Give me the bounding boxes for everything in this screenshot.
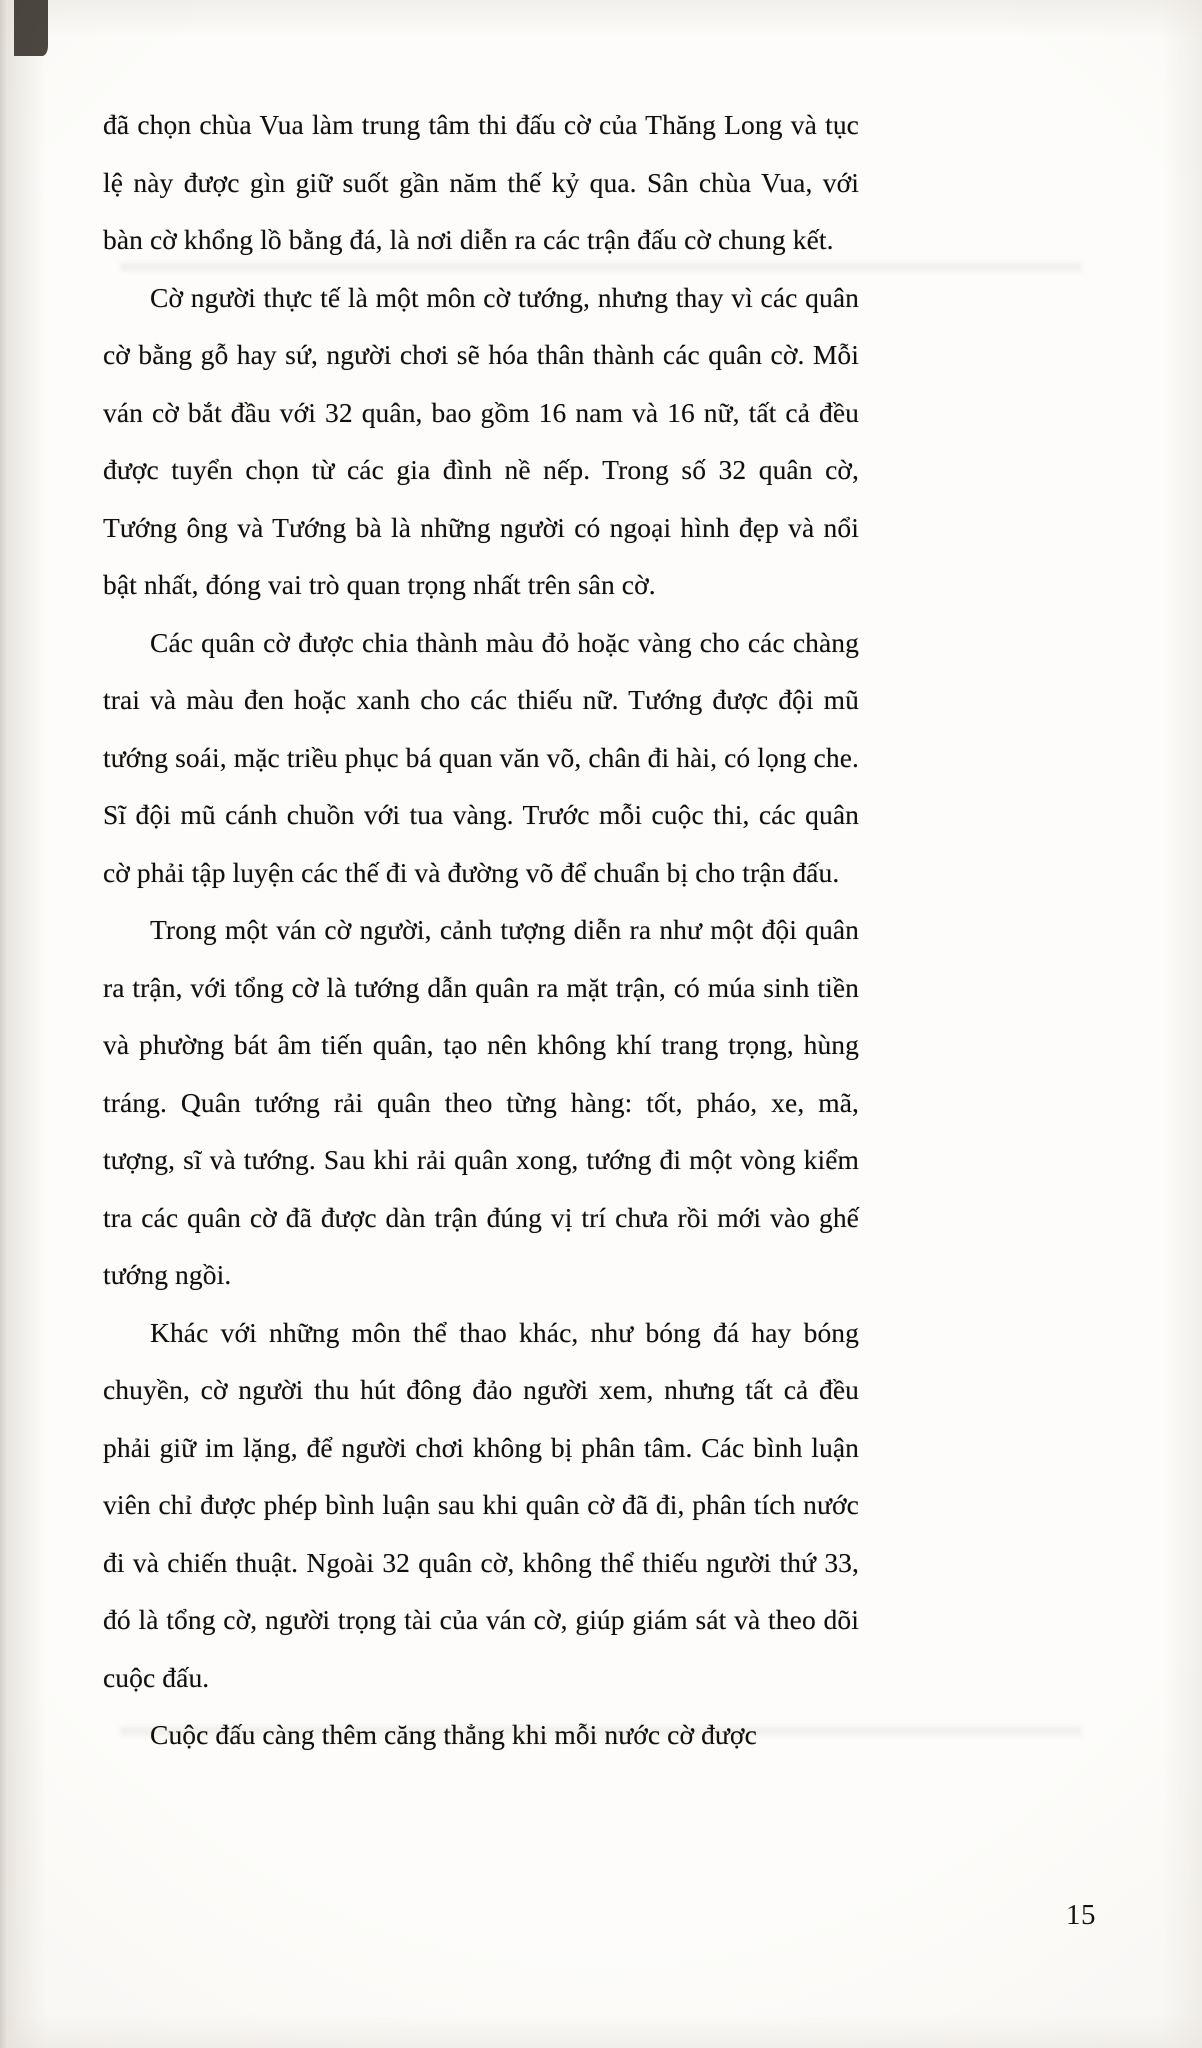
paragraph-5: Khác với những môn thể thao khác, như bóng đá hay bóng chuyền, cờ người thu hút đông đảo người xem, nhưng tất cả đều phải giữ im lặng, để người chơi không bị phân tâm. Các bình luận viên chỉ được phép bình luận sau khi quân cờ đã đi, phân tích nước đi và chiến thuật. Ngoài 32 quân cờ, không thể thiếu người thứ 33, đó là tổng cờ, người trọng tài của ván cờ, giúp giám sát và theo dõi cuộc đấu. bbox=[103, 1316, 859, 1693]
body-text bbox=[103, 96, 859, 1764]
scan-gutter-shadow bbox=[0, 0, 16, 2048]
scan-edge-artifact bbox=[14, 0, 48, 56]
paragraph-2: Cờ người thực tế là một môn cờ tướng, nhưng thay vì các quân cờ bằng gỗ hay sứ, người chơi sẽ hóa thân thành các quân cờ. Mỗi ván cờ bắt đầu với 32 quân, bao gồm 16 nam và 16 nữ, tất cả đều được tuyển chọn từ các gia đình nề nếp. Trong số 32 quân cờ, Tướng ông và Tướng bà là những người có ngoại hình đẹp và nổi bật nhất, đóng vai trò quan trọng nhất trên sân cờ. bbox=[103, 281, 859, 600]
page-number: 15 bbox=[1066, 1899, 1096, 1931]
paragraph-3: Các quân cờ được chia thành màu đỏ hoặc vàng cho các chàng trai và màu đen hoặc xanh cho các thiếu nữ. Tướng được đội mũ tướng soái, mặc triều phục bá quan văn võ, chân đi hài, có lọng che. Sĩ đội mũ cánh chuồn với tua vàng. Trước mỗi cuộc thi, các quân cờ phải tập luyện các thế đi và đường võ để chuẩn bị cho trận đấu. bbox=[103, 626, 859, 888]
paragraph-1: đã chọn chùa Vua làm trung tâm thi đấu cờ của Thăng Long và tục lệ này được gìn giữ suốt gần năm thế kỷ qua. Sân chùa Vua, với bàn cờ khổng lồ bằng đá, là nơi diễn ra các trận đấu cờ chung kết. bbox=[103, 109, 859, 255]
paragraph-4: Trong một ván cờ người, cảnh tượng diễn ra như một đội quân ra trận, với tổng cờ là tướng dẫn quân ra mặt trận, có múa sinh tiền và phường bát âm tiến quân, tạo nên không khí trang trọng, hùng tráng. Quân tướng rải quân theo từng hàng: tốt, pháo, xe, mã, tượng, sĩ và tướng. Sau khi rải quân xong, tướng đi một vòng kiểm tra các quân cờ đã được dàn trận đúng vị trí chưa rồi mới vào ghế tướng ngồi. bbox=[103, 914, 859, 1290]
paragraph-6: Cuộc đấu càng thêm căng thẳng khi mỗi nước cờ được bbox=[150, 1719, 757, 1750]
